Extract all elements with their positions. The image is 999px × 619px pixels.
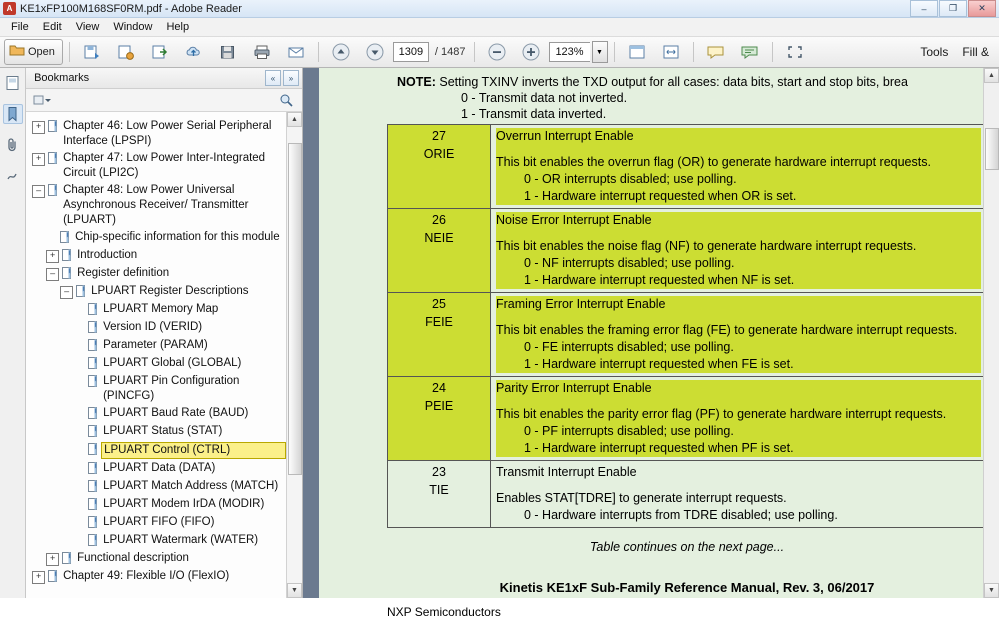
bookmark-page-icon <box>88 375 99 388</box>
bookmark-item[interactable] <box>26 182 286 229</box>
document-view[interactable] <box>303 68 999 619</box>
description-cell <box>491 377 987 461</box>
bit-number: 25 <box>432 297 446 311</box>
field-title: Noise Error Interrupt Enable <box>496 212 981 229</box>
bookmark-page-icon <box>60 231 71 244</box>
bookmarks-scrollbar[interactable] <box>286 112 302 598</box>
bookmark-item[interactable] <box>26 423 286 441</box>
bookmark-page-icon <box>88 425 99 438</box>
bookmark-page-icon <box>48 152 59 165</box>
table-row <box>388 209 987 293</box>
bookmark-item[interactable] <box>26 301 286 319</box>
bit-number: 27 <box>432 129 446 143</box>
field-option: 0 - PF interrupts disabled; use polling. <box>496 423 981 440</box>
collapse-icon[interactable]: – <box>60 286 73 299</box>
bookmark-page-icon <box>88 462 99 475</box>
bookmarks-header-buttons <box>265 70 302 86</box>
bit-number: 23 <box>432 465 446 479</box>
bookmarks-title: Bookmarks <box>34 72 90 84</box>
add-note-icon[interactable] <box>110 39 142 65</box>
field-title: Framing Error Interrupt Enable <box>496 296 981 313</box>
document-backdrop-left <box>303 68 309 598</box>
bookmark-label: LPUART Control (CTRL) <box>101 442 286 459</box>
toolbar-separator-2 <box>318 42 319 62</box>
doc-scroll-thumb[interactable] <box>985 128 999 170</box>
zoom-in-icon[interactable] <box>515 39 547 65</box>
bookmark-label: LPUART Data (DATA) <box>103 462 216 474</box>
page-thumbnails-icon[interactable] <box>4 74 22 92</box>
twisty-placeholder <box>74 444 85 455</box>
bookmarks-tree[interactable] <box>26 112 286 598</box>
note-text: Setting TXINV inverts the TXD output for all cases: data bits, start and stop bits, brea <box>439 75 908 89</box>
bookmark-label: LPUART Register Descriptions <box>91 285 249 297</box>
pdf-page <box>319 68 999 619</box>
field-description: This bit enables the noise flag (NF) to generate hardware interrupt requests. <box>496 238 981 255</box>
bookmark-item[interactable] <box>26 337 286 355</box>
bookmark-label: LPUART Watermark (WATER) <box>103 534 259 546</box>
expand-icon[interactable]: + <box>32 571 45 584</box>
zoom-level-input[interactable]: 123% <box>549 42 590 62</box>
bookmark-label: Register definition <box>77 267 170 279</box>
bookmark-page-icon <box>88 303 99 316</box>
spacer <box>496 145 981 154</box>
next-page-icon[interactable] <box>359 39 391 65</box>
bookmark-item[interactable] <box>26 441 286 460</box>
chevron-down-icon[interactable]: ▼ <box>592 41 608 63</box>
document-footer-subtitle: NXP Semiconductors <box>387 605 501 619</box>
bookmark-label: LPUART Match Address (MATCH) <box>103 480 279 492</box>
twisty-placeholder <box>74 358 85 369</box>
field-description: This bit enables the framing error flag (FE) to generate hardware interrupt requests. <box>496 322 981 339</box>
bookmark-label: LPUART Baud Rate (BAUD) <box>103 407 249 419</box>
bookmark-label: LPUART Global (GLOBAL) <box>103 357 242 369</box>
bookmark-item[interactable] <box>26 229 286 247</box>
maximize-button[interactable]: ❐ <box>939 0 967 17</box>
twisty-placeholder <box>74 463 85 474</box>
bookmark-label: LPUART Status (STAT) <box>103 425 223 437</box>
twisty-placeholder <box>74 376 85 387</box>
spacer <box>496 313 981 322</box>
bookmarks-icon[interactable] <box>3 104 23 124</box>
bit-cell <box>388 377 491 461</box>
scroll-down-icon[interactable]: ▼ <box>287 583 302 598</box>
bit-cell <box>388 293 491 377</box>
bit-cell <box>388 209 491 293</box>
bookmark-item[interactable] <box>26 118 286 150</box>
bookmark-item[interactable] <box>26 478 286 496</box>
fill-sign-button[interactable]: Fill & <box>962 45 989 59</box>
toolbar-separator-5 <box>693 42 694 62</box>
window-titlebar <box>0 0 999 18</box>
doc-scroll-down-icon[interactable]: ▼ <box>984 583 999 598</box>
description-cell <box>491 293 987 377</box>
highlight-icon[interactable] <box>734 39 766 65</box>
scroll-up-icon[interactable]: ▲ <box>287 112 302 127</box>
toolbar-separator <box>69 42 70 62</box>
minimize-button[interactable]: – <box>910 0 938 17</box>
fit-width-icon[interactable] <box>655 39 687 65</box>
bit-cell <box>388 461 491 528</box>
expand-icon[interactable]: + <box>32 121 45 134</box>
save-copy-icon[interactable] <box>76 39 108 65</box>
bookmark-page-icon <box>88 339 99 352</box>
field-option: 1 - Hardware interrupt requested when FE is set. <box>496 356 981 373</box>
table-row <box>388 461 987 528</box>
field-option: 1 - Hardware interrupt requested when PF is set. <box>496 440 981 457</box>
main-area <box>0 68 999 619</box>
main-toolbar <box>0 37 999 68</box>
bookmark-page-icon <box>88 480 99 493</box>
bookmark-page-icon <box>48 120 59 133</box>
field-description: Enables STAT[TDRE] to generate interrupt requests. <box>496 491 787 505</box>
options-menu-icon[interactable] <box>31 92 53 109</box>
document-footer-title: Kinetis KE1xF Sub-Family Reference Manual, Rev. 3, 06/2017 <box>499 580 875 595</box>
field-option: 1 - Hardware interrupt requested when OR is set. <box>496 188 981 205</box>
spacer <box>496 481 981 490</box>
field-option: 0 - OR interrupts disabled; use polling. <box>496 171 981 188</box>
bookmarks-panel <box>26 68 303 598</box>
upload-cloud-icon[interactable] <box>178 39 210 65</box>
zoom-out-icon[interactable] <box>481 39 513 65</box>
bookmark-page-icon <box>88 407 99 420</box>
bookmark-label: Chapter 47: Low Power Inter-Integrated Circuit (LPI2C) <box>63 152 266 179</box>
menu-view[interactable]: View <box>75 21 100 33</box>
field-title: Transmit Interrupt Enable <box>496 465 637 479</box>
bit-number: 24 <box>432 381 446 395</box>
bookmark-item[interactable] <box>26 373 286 405</box>
bookmark-item[interactable] <box>26 247 286 265</box>
bookmark-page-icon <box>88 534 99 547</box>
find-bookmark-icon[interactable] <box>275 92 297 109</box>
bookmark-item[interactable] <box>26 283 286 301</box>
field-title: Overrun Interrupt Enable <box>496 128 981 145</box>
menubar <box>0 18 999 37</box>
twisty-placeholder <box>46 232 57 243</box>
toolbar-separator-3 <box>474 42 475 62</box>
twisty-placeholder <box>74 499 85 510</box>
collapse-icon[interactable]: – <box>32 185 45 198</box>
prev-page-icon[interactable] <box>325 39 357 65</box>
twisty-placeholder <box>74 481 85 492</box>
field-option: 1 - Hardware interrupt requested when NF is set. <box>496 272 981 289</box>
email-icon[interactable] <box>280 39 312 65</box>
toolbar-separator-6 <box>772 42 773 62</box>
bookmark-page-icon <box>48 184 59 197</box>
bookmark-label: Chapter 46: Low Power Serial Peripheral Interface (LPSPI) <box>63 120 272 147</box>
menu-help[interactable]: Help <box>166 21 190 33</box>
description-cell <box>491 461 987 528</box>
bookmark-page-icon <box>62 552 73 565</box>
collapse-panel-icon[interactable]: « <box>265 70 281 86</box>
spacer <box>496 397 981 406</box>
bookmark-label: Chip-specific information for this module <box>75 231 280 243</box>
register-field-table <box>387 124 987 528</box>
bookmark-label: Introduction <box>77 249 138 261</box>
bookmark-page-icon <box>62 267 73 280</box>
twisty-placeholder <box>74 304 85 315</box>
table-continues-note: Table continues on the next page... <box>589 540 785 554</box>
window-title: KE1xFP100M168SF0RM.pdf - Adobe Reader <box>20 2 242 15</box>
bookmark-item[interactable] <box>26 496 286 514</box>
open-folder-icon <box>9 44 25 60</box>
bit-field-name: FEIE <box>425 315 453 329</box>
document-scrollbar[interactable] <box>983 68 999 598</box>
bookmark-label: Chapter 48: Low Power Universal Asynchronous Receiver/ Transmitter (LPUART) <box>63 184 249 226</box>
bookmark-page-icon <box>88 443 99 456</box>
bookmark-item[interactable] <box>26 150 286 182</box>
bookmark-page-icon <box>62 249 73 262</box>
scroll-track[interactable] <box>287 127 302 583</box>
field-option: 0 - Hardware interrupts from TDRE disabled; use polling. <box>524 508 838 522</box>
bit-number: 26 <box>432 213 446 227</box>
bit-field-name: NEIE <box>424 231 454 245</box>
bookmark-item[interactable] <box>26 532 286 550</box>
table-row <box>388 293 987 377</box>
bit-field-name: TIE <box>429 483 449 497</box>
doc-scroll-up-icon[interactable]: ▲ <box>984 68 999 83</box>
bookmark-item[interactable] <box>26 319 286 337</box>
description-cell <box>491 125 987 209</box>
expand-icon[interactable]: + <box>46 250 59 263</box>
bookmark-page-icon <box>88 357 99 370</box>
open-label: Open <box>28 46 55 58</box>
bookmark-label: LPUART Memory Map <box>103 303 219 315</box>
note-option-0: 0 - Transmit data not inverted. <box>461 91 628 105</box>
bookmark-page-icon <box>88 498 99 511</box>
bit-field-name: PEIE <box>424 399 454 413</box>
bookmark-page-icon <box>48 570 59 583</box>
page-view-icon[interactable] <box>621 39 653 65</box>
twisty-placeholder <box>74 535 85 546</box>
field-description: This bit enables the parity error flag (PF) to generate hardware interrupt requests. <box>496 406 981 423</box>
note-option-1: 1 - Transmit data inverted. <box>461 107 607 121</box>
save-icon[interactable] <box>212 39 244 65</box>
close-button[interactable]: ✕ <box>968 0 996 17</box>
table-row <box>388 125 987 209</box>
bookmark-label: Parameter (PARAM) <box>103 339 208 351</box>
tools-button[interactable]: Tools <box>920 45 949 59</box>
bookmark-item[interactable] <box>26 265 286 283</box>
bookmarks-header <box>26 68 302 89</box>
note-label: NOTE: <box>397 75 436 89</box>
bookmark-label: Functional description <box>77 552 189 564</box>
attachments-icon[interactable] <box>4 136 22 154</box>
comment-icon[interactable] <box>700 39 732 65</box>
page-number-input[interactable]: 1309 <box>393 42 429 62</box>
bookmark-page-icon <box>88 321 99 334</box>
bookmark-page-icon <box>88 516 99 529</box>
bookmark-item[interactable] <box>26 568 286 586</box>
signatures-icon[interactable] <box>4 166 22 184</box>
menu-window[interactable]: Window <box>113 21 153 33</box>
note-block <box>319 68 999 124</box>
bookmark-label: LPUART Pin Configuration (PINCFG) <box>103 375 240 402</box>
bookmark-page-icon <box>76 285 87 298</box>
field-title: Parity Error Interrupt Enable <box>496 380 981 397</box>
bookmark-label: LPUART FIFO (FIFO) <box>103 516 215 528</box>
page-total-label: / 1487 <box>434 46 466 58</box>
fullscreen-icon[interactable] <box>779 39 811 65</box>
window-controls <box>910 0 996 17</box>
twisty-placeholder <box>74 408 85 419</box>
table-row <box>388 377 987 461</box>
bookmark-item[interactable] <box>26 550 286 568</box>
field-option: 0 - NF interrupts disabled; use polling. <box>496 255 981 272</box>
description-cell <box>491 209 987 293</box>
bookmark-label: Version ID (VERID) <box>103 321 203 333</box>
collapse-icon[interactable]: – <box>46 268 59 281</box>
field-description: This bit enables the overrun flag (OR) to generate hardware interrupt requests. <box>496 154 981 171</box>
bit-field-name: ORIE <box>423 147 455 161</box>
toolbar-right-group <box>920 45 995 59</box>
toolbar-separator-4 <box>614 42 615 62</box>
print-icon[interactable] <box>246 39 278 65</box>
twisty-placeholder <box>74 517 85 528</box>
scroll-thumb[interactable] <box>288 143 302 475</box>
bookmark-item[interactable] <box>26 405 286 423</box>
bookmark-item[interactable] <box>26 514 286 532</box>
bookmarks-toolbar <box>26 89 302 112</box>
expand-panel-icon[interactable]: » <box>283 70 299 86</box>
twisty-placeholder <box>74 426 85 437</box>
expand-icon[interactable]: + <box>32 153 45 166</box>
bookmark-label: Chapter 49: Flexible I/O (FlexIO) <box>63 570 230 582</box>
pdf-icon: A <box>3 2 16 15</box>
twisty-placeholder <box>74 322 85 333</box>
bookmark-item[interactable] <box>26 355 286 373</box>
expand-icon[interactable]: + <box>46 553 59 566</box>
open-button[interactable] <box>4 39 63 65</box>
export-icon[interactable] <box>144 39 176 65</box>
bookmark-item[interactable] <box>26 460 286 478</box>
menu-edit[interactable]: Edit <box>42 21 62 33</box>
field-option: 0 - FE interrupts disabled; use polling. <box>496 339 981 356</box>
bit-cell <box>388 125 491 209</box>
spacer <box>496 229 981 238</box>
navigation-pane-strip <box>0 68 26 598</box>
twisty-placeholder <box>74 340 85 351</box>
menu-file[interactable]: File <box>11 21 29 33</box>
bookmark-label: LPUART Modem IrDA (MODIR) <box>103 498 265 510</box>
